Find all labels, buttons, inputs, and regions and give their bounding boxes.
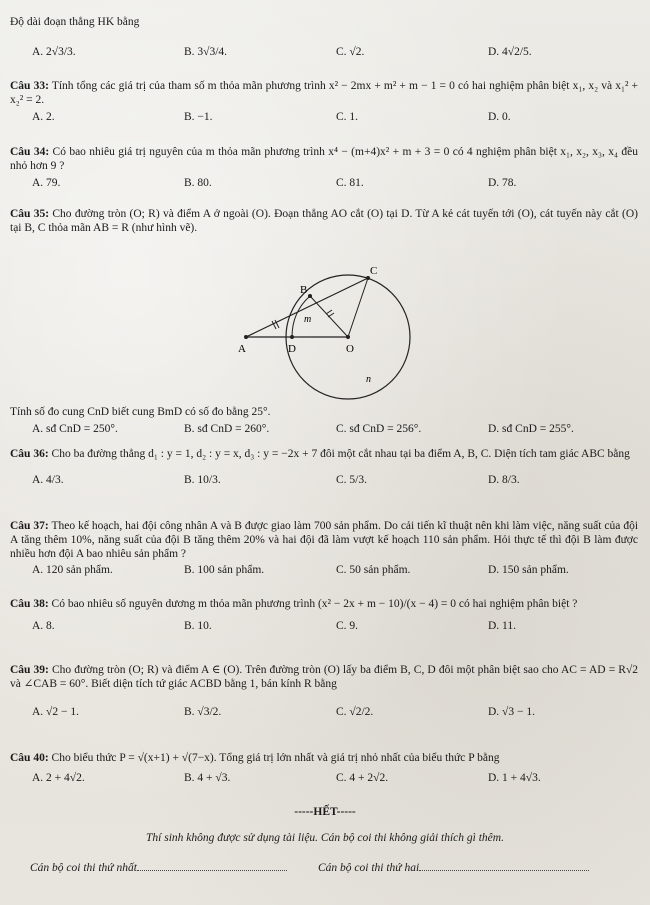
option-b[interactable]: B. −1. — [184, 110, 213, 123]
question-35-after: Tính số đo cung CnD biết cung BmD có số đo bằng 25°. — [10, 406, 271, 418]
question-text: Có bao nhiêu số nguyên dương m thỏa mãn phương trình (x² − 2x + m − 10)/(x − 4) = 0 có hai nghiệm phân biệt ? — [51, 598, 578, 610]
option-b[interactable]: B. √3/2. — [184, 705, 222, 718]
option-c[interactable]: C. √2. — [336, 45, 365, 58]
question-33-stem — [10, 80, 638, 108]
invigilator-2-label: Cán bộ coi thi thứ hai — [318, 862, 420, 874]
question-32-options — [10, 46, 638, 60]
option-c[interactable]: C. √2/2. — [336, 705, 374, 718]
question-32 — [10, 16, 638, 60]
tick-mark — [328, 313, 334, 317]
option-d[interactable]: D. 0. — [488, 110, 511, 123]
signature-line — [419, 870, 589, 871]
question-35-part2 — [10, 406, 638, 437]
question-text: Cho biểu thức P = √(x+1) + √(7−x). Tổng giá trị lớn nhất và giá trị nhỏ nhất của biểu thức P bằng — [51, 752, 500, 764]
question-label: Câu 35: — [10, 208, 50, 220]
invigilator-1-label: Cán bộ coi thi thứ nhất — [30, 862, 137, 874]
label-n: n — [366, 374, 371, 385]
label-d: D — [288, 343, 296, 355]
question-38-stem — [10, 598, 638, 612]
option-b[interactable]: B. 4 + √3. — [184, 771, 231, 784]
question-40 — [10, 752, 638, 786]
question-40-options — [10, 772, 638, 786]
option-a[interactable]: A. 120 sản phẩm. — [32, 564, 113, 577]
option-a[interactable]: A. √2 − 1. — [32, 705, 79, 718]
question-label: Câu 37: — [10, 520, 49, 532]
question-text: Cho đường tròn (O; R) và điểm A ở ngoài (O). Đoạn thẳng AO cắt (O) tại D. Từ A kẻ cát tuyến tới (O), cát tuyến này cắt (O) tại B, C thỏa mãn AB = R (như hình vẽ). — [10, 208, 638, 234]
option-a[interactable]: A. 8. — [32, 619, 55, 632]
option-d[interactable]: D. 4√2/5. — [488, 45, 532, 58]
question-36-options — [10, 474, 638, 488]
option-b[interactable]: B. 100 sản phẩm. — [184, 564, 265, 577]
label-m: m — [304, 314, 312, 325]
question-37-stem — [10, 520, 638, 561]
question-label: Câu 33: — [10, 80, 49, 92]
question-36-stem — [10, 448, 638, 462]
question-34-stem — [10, 146, 638, 174]
question-text: Có bao nhiêu giá trị nguyên của m thỏa mãn phương trình x⁴ − (m+4)x² + m + 3 = 0 có 4 nghiệm phân biệt x₁, x₂, x₃, x₄ đều nhỏ hơn 9 ? — [10, 146, 639, 172]
question-36 — [10, 448, 638, 488]
option-d[interactable]: D. 150 sản phẩm. — [488, 564, 569, 577]
option-c[interactable]: C. 5/3. — [336, 473, 367, 486]
option-d[interactable]: D. 78. — [488, 176, 517, 189]
question-34-options — [10, 177, 638, 191]
question-35 — [10, 208, 638, 239]
option-c[interactable]: C. 9. — [336, 619, 359, 632]
option-b[interactable]: B. 80. — [184, 176, 212, 189]
question-39-stem — [10, 664, 638, 692]
option-b[interactable]: B. 3√3/4. — [184, 45, 228, 58]
option-c[interactable]: C. sđ CnD = 256°. — [336, 422, 422, 435]
label-a: A — [238, 343, 246, 355]
option-d[interactable]: D. 11. — [488, 619, 517, 632]
question-label: Câu 34: — [10, 146, 50, 158]
option-d[interactable]: D. √3 − 1. — [488, 705, 535, 718]
point-b — [308, 294, 312, 298]
option-c[interactable]: C. 81. — [336, 176, 364, 189]
option-c[interactable]: C. 4 + 2√2. — [336, 771, 389, 784]
question-33 — [10, 80, 638, 124]
question-33-options — [10, 111, 638, 125]
option-d[interactable]: D. 8/3. — [488, 473, 520, 486]
invigilator-1 — [30, 862, 287, 876]
option-d[interactable]: D. 1 + 4√3. — [488, 771, 541, 784]
question-text: Tính tổng các giá trị của tham số m thỏa mãn phương trình x² − 2mx + m² + m − 1 = 0 có hai nghiệm phân biệt x₁, x₂ và x₁² + x₂² = 2. — [10, 80, 639, 106]
end-marker: -----HẾT----- — [294, 806, 356, 818]
option-b[interactable]: B. 10. — [184, 619, 212, 632]
invigilator-2 — [318, 862, 589, 876]
point-a — [244, 335, 248, 339]
question-32-stem: Độ dài đoạn thẳng HK bằng — [10, 16, 140, 28]
option-b[interactable]: B. 10/3. — [184, 473, 221, 486]
signature-line — [137, 870, 287, 871]
label-b: B — [300, 284, 308, 296]
question-text: Cho ba đường thẳng d₁ : y = 1, d₂ : y = x, d₃ : y = −2x + 7 đôi một cắt nhau tại ba điểm A, B, C. Diện tích tam giác ABC bằng — [51, 448, 630, 460]
question-38-options — [10, 620, 638, 634]
option-a[interactable]: A. 2. — [32, 110, 55, 123]
option-c[interactable]: C. 50 sản phẩm. — [336, 564, 411, 577]
option-a[interactable]: A. 2√3/3. — [32, 45, 76, 58]
question-37-options — [10, 564, 638, 578]
question-34 — [10, 146, 638, 190]
exam-note: Thí sinh không được sử dụng tài liệu. Cán bộ coi thi không giải thích gì thêm. — [146, 832, 504, 844]
option-a[interactable]: A. 79. — [32, 176, 61, 189]
question-label: Câu 38: — [10, 598, 49, 610]
option-d[interactable]: D. sđ CnD = 255°. — [488, 422, 574, 435]
question-39 — [10, 664, 638, 719]
question-40-stem — [10, 752, 638, 766]
question-38 — [10, 598, 638, 634]
question-label: Câu 40: — [10, 752, 49, 764]
option-b[interactable]: B. sđ CnD = 260°. — [184, 422, 270, 435]
question-35-stem — [10, 208, 638, 236]
option-a[interactable]: A. sđ CnD = 250°. — [32, 422, 118, 435]
option-c[interactable]: C. 1. — [336, 110, 359, 123]
question-text: Cho đường tròn (O; R) và điểm A ∈ (O). Trên đường tròn (O) lấy ba điểm B, C, D đôi một phân biệt sao cho AC = AD = R√2 và ∠CAB = 60°. Biết diện tích tứ giác ACBD bằng 1, bán kính R bằng — [10, 664, 639, 690]
question-label: Câu 36: — [10, 448, 49, 460]
question-text: Theo kế hoạch, hai đội công nhân A và B được giao làm 700 sản phẩm. Do cải tiến kĩ thuật nên khi làm việc, năng suất của đội A tăng thêm 10%, năng suất của đội B tăng thêm 20% và hai đội đã làm vượt kế hoạch 110 sản phẩm. Hỏi thực tế thì đội B làm được nhiều hơn đội A bao nhiêu sản phẩm ? — [10, 520, 639, 560]
question-label: Câu 39: — [10, 664, 49, 676]
question-39-options — [10, 706, 638, 720]
label-c: C — [370, 265, 378, 277]
option-a[interactable]: A. 4/3. — [32, 473, 64, 486]
option-a[interactable]: A. 2 + 4√2. — [32, 771, 85, 784]
point-o — [346, 335, 350, 339]
question-35-options — [10, 423, 638, 437]
label-o: O — [346, 343, 354, 355]
tick-mark — [326, 310, 332, 314]
question-37 — [10, 520, 638, 578]
point-d — [290, 335, 294, 339]
circle-figure — [228, 262, 428, 402]
